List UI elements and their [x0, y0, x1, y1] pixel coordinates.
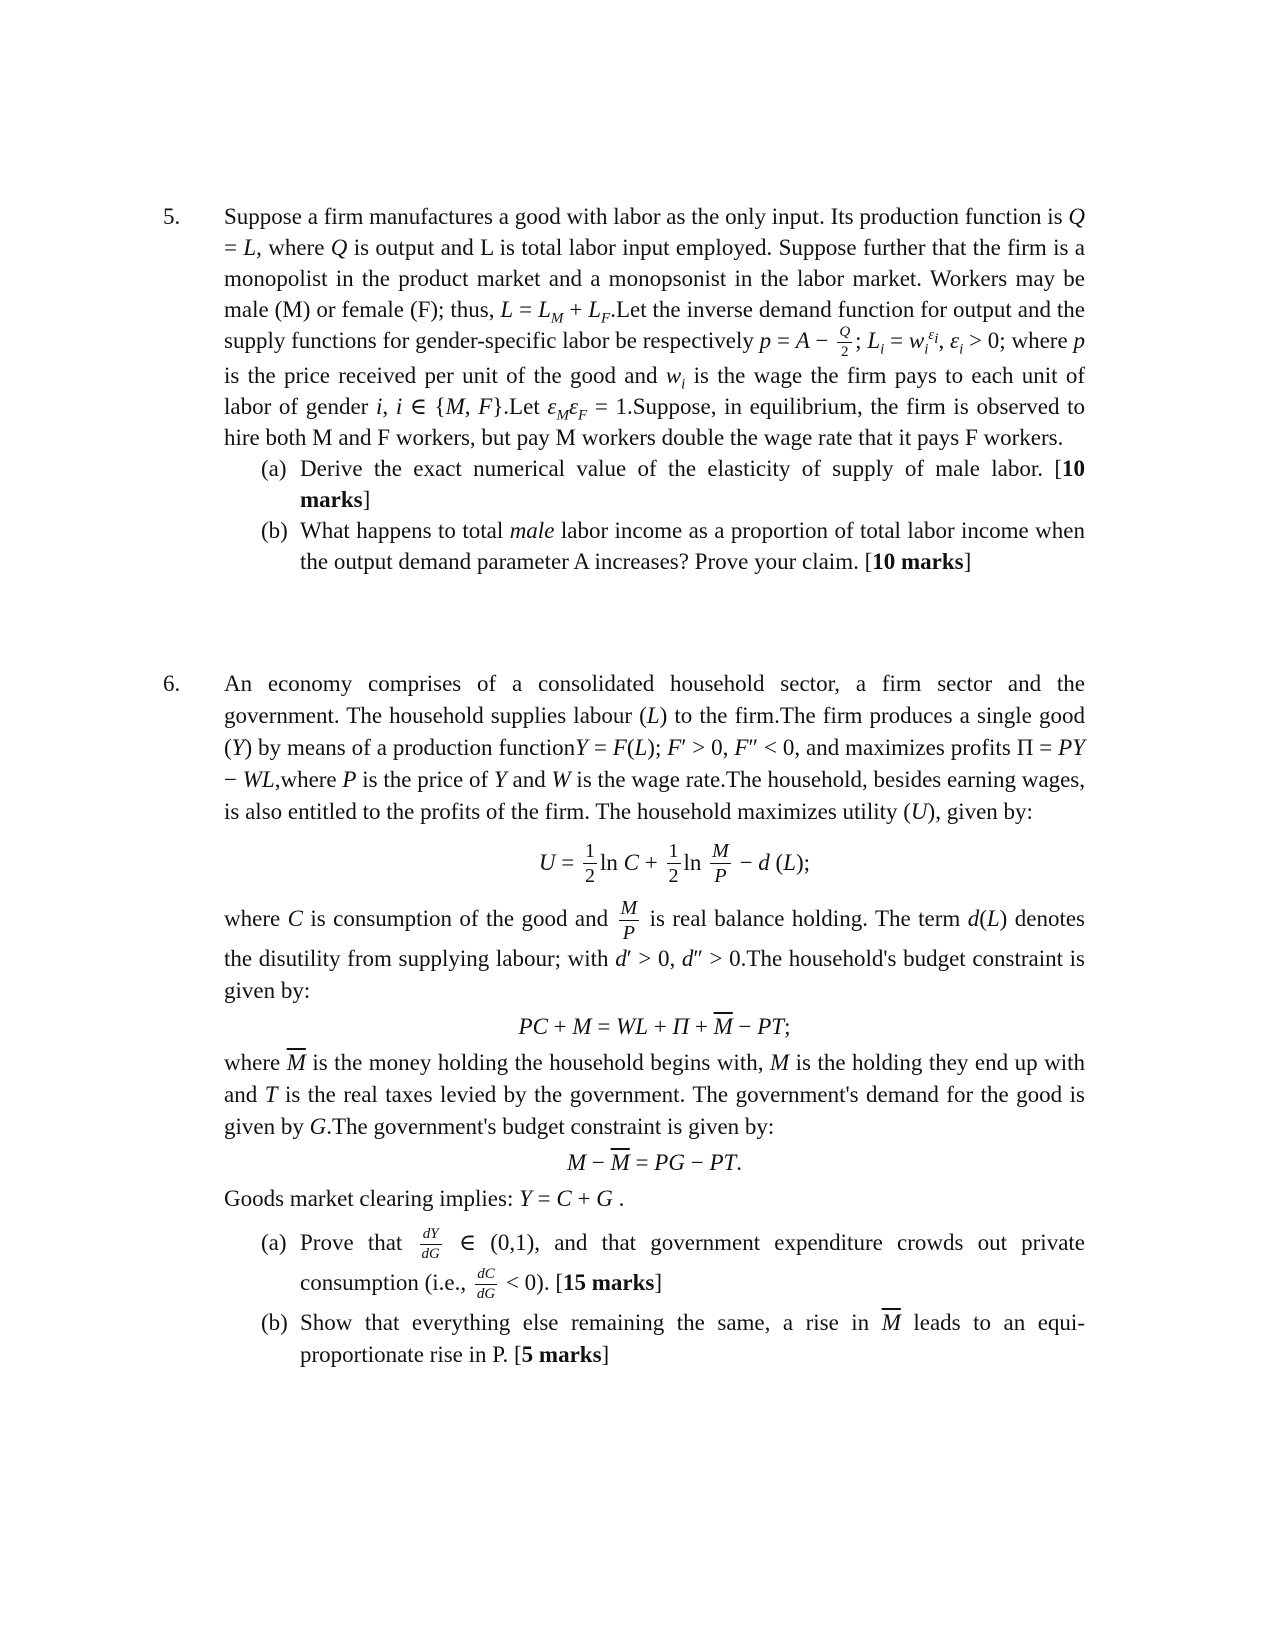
question-5-text: Suppose a firm manufactures a good with labor as the only input. Its production function is Q = L, where Q is output and L is total labor input employed. Suppose further that the firm is a monopolist in the product market and a monopsonist in the labor market. Workers may be male (M) or female (F); thus, $L = L_M + L_F.Let$ the inverse demand function for output and the supply functions for gender-specific labor be respectively p = A − $\frac{Q}{2}$ ; $L_i = w_i^{\varepsilon_i}$, $\varepsilon_i > 0$; where p is the price received per unit of the good and $w_i$ is the wage the firm pays to each unit of labor of gender i, i ∈ {M, F}.Let $\varepsilon_M\varepsilon_F$ = 1.Suppose, in equilibrium, the firm is observed to hire both M and F workers, but pay M workers double the wage rate that it pays F workers.: [224, 204, 1086, 451]
marks: 5 marks: [521, 1342, 602, 1367]
part-5a: (a) Derive the exact numerical value of the elasticity of supply of male labor. [10 marks]: [261, 453, 1085, 515]
marks: 10 marks: [872, 549, 964, 575]
market-clearing: Goods market clearing implies: Y = C + G .: [224, 1186, 625, 1211]
government-budget-equation: $M - \overline{M}$ = PG − PT.: [566, 1150, 743, 1175]
part-6a: (a) Prove that $\frac{dY}{dG}$ ∈ (0,1), and that government expenditure crowds out private consumption (i.e., $\frac{dC}{dG}$ < 0). [15 marks]: [261, 1223, 1085, 1303]
question-number: 6.: [163, 671, 181, 696]
part-label: (b): [261, 518, 288, 544]
question-6-text-3: where $\overline{M}$ is the money holding the household begins with, M is the holding they end up with and T is the real taxes levied by the government. The government's demand for the good is given by G.The government's budget constraint is given by:: [224, 1050, 1086, 1139]
marks: 10 marks: [300, 456, 1085, 513]
part-label: (b): [261, 1310, 288, 1335]
question-6: [163, 668, 1085, 1371]
part-label: (a): [261, 1230, 287, 1255]
question-number: 5.: [163, 204, 181, 229]
utility-equation: U = $\frac{1}{2}$ ln C + $\frac{1}{2}$ ln $\frac{M}{P}$ − d ( L );: [538, 839, 811, 887]
budget-equation: PC + M = WL + $\Pi + \overline{M}$ − PT;: [518, 1014, 791, 1039]
marks: 15 marks: [562, 1270, 655, 1295]
part-label: (a): [261, 456, 287, 482]
question-6-text: An economy comprises of a consolidated household sector, a firm sector and the government. The household supplies labour (L) to the firm.The firm produces a single good (Y) by means of a production functionY = F(L); F′ > 0, F″ < 0, and maximizes profits Π = PY − WL,where P is the price of Y and W is the wage rate.The household, besides earning wages, is also entitled to the profits of the firm. The household maximizes utility (U), given by:: [224, 671, 1085, 824]
question-5: [163, 201, 1085, 577]
question-6-text-2: where C is consumption of the good and $\frac{M}{P}$ is real balance holding. The term d(L) denotes the disutility from supplying labour; with d′ > 0, d″ > 0.The household's budget constraint is given by:: [224, 897, 1085, 1003]
part-6b: (b) Show that everything else remaining the same, a rise in $\overline{M}$ leads to an equi-proportionate rise in P. [5 marks]: [261, 1307, 1085, 1371]
part-5b: (b) What happens to total male labor income as a proportion of total labor income when the output demand parameter A increases? Prove your claim. [10 marks]: [261, 515, 1085, 577]
